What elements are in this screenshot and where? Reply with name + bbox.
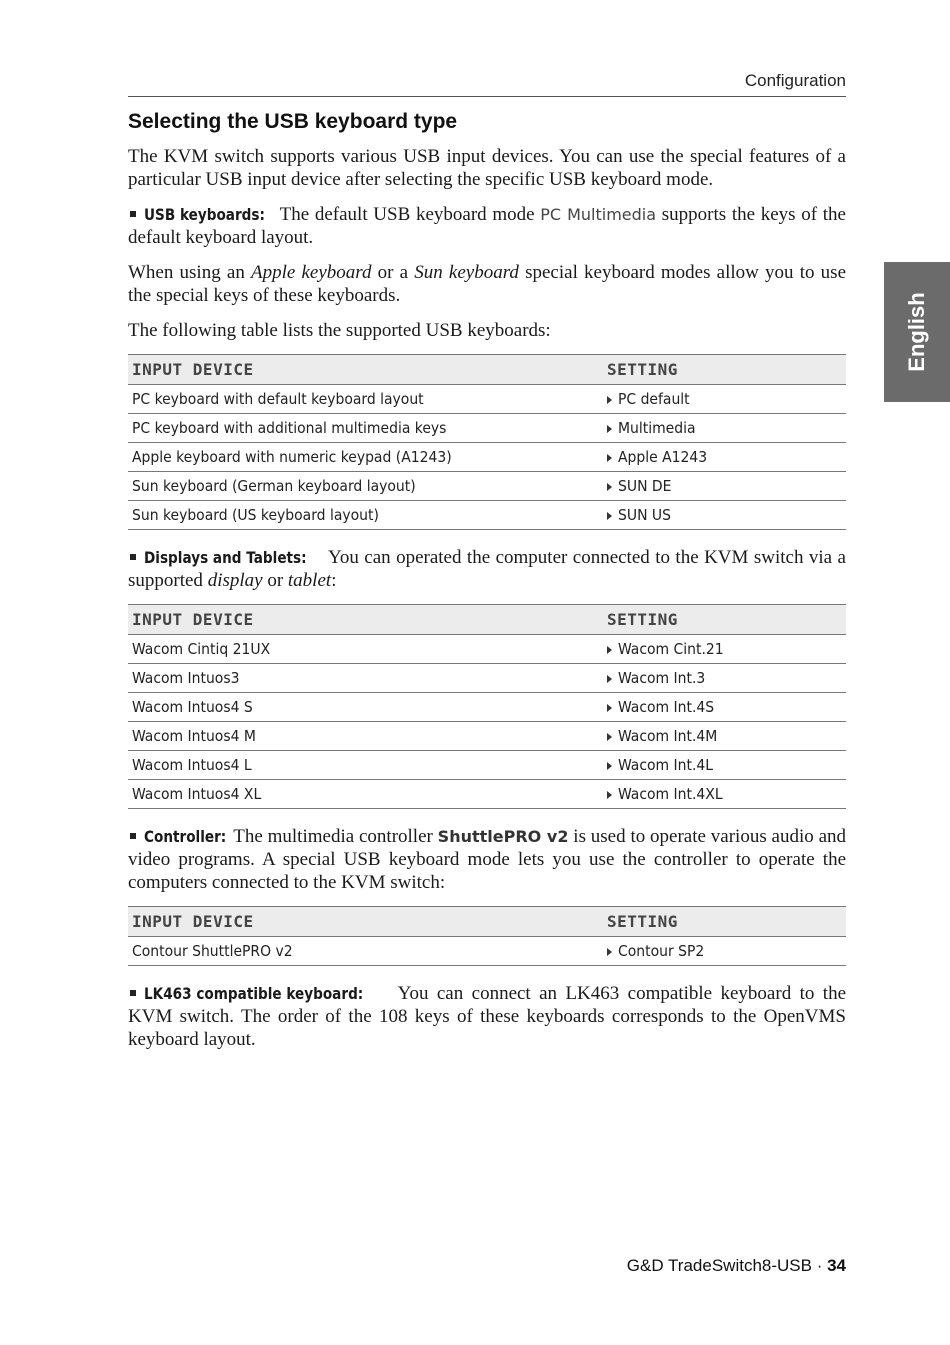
controller-text-1: The multimedia controller bbox=[228, 826, 438, 847]
header-rule bbox=[128, 96, 846, 97]
table-row bbox=[128, 501, 846, 530]
setting-cell bbox=[603, 414, 846, 443]
column-header-input-device: INPUT DEVICE bbox=[128, 907, 603, 937]
table-row bbox=[128, 722, 846, 751]
usb-keyboards-mode: PC Multimedia bbox=[540, 205, 657, 224]
setting-value: Wacom Int.4S bbox=[618, 698, 715, 716]
setting-value: Wacom Int.4XL bbox=[618, 785, 723, 803]
setting-cell bbox=[603, 472, 846, 501]
lk463-term: LK463 compatible keyboard: bbox=[144, 984, 364, 1003]
table-header-row bbox=[128, 907, 846, 937]
column-header-input-device: INPUT DEVICE bbox=[128, 355, 603, 385]
table-row bbox=[128, 664, 846, 693]
page-number: 34 bbox=[827, 1256, 846, 1275]
column-header-setting: SETTING bbox=[603, 355, 846, 385]
table-row bbox=[128, 693, 846, 722]
usb-keyboards-paragraph bbox=[128, 203, 846, 249]
header-section-label: Configuration bbox=[744, 71, 846, 90]
device-cell: Contour ShuttlePRO v2 bbox=[128, 937, 603, 966]
column-header-input-device: INPUT DEVICE bbox=[128, 605, 603, 635]
setting-value: Wacom Cint.21 bbox=[618, 640, 724, 658]
arrow-right-icon bbox=[607, 948, 612, 956]
arrow-right-icon bbox=[607, 733, 612, 741]
page-title: Selecting the USB keyboard type bbox=[128, 110, 458, 133]
table-row bbox=[128, 751, 846, 780]
display-term: display bbox=[207, 570, 263, 591]
tablets-table bbox=[128, 604, 846, 809]
lk463-text: You can connect an LK463 compatible keyboard to the KVM switch. The order of the 108 keys of these keyboards corresponds to the OpenVMS keyboard layout. bbox=[128, 983, 846, 1050]
controller-table bbox=[128, 906, 846, 966]
arrow-right-icon bbox=[607, 762, 612, 770]
arrow-right-icon bbox=[607, 675, 612, 683]
bullet-icon bbox=[130, 211, 136, 217]
arrow-right-icon bbox=[607, 704, 612, 712]
sun-keyboard-term: Sun keyboard bbox=[414, 262, 519, 283]
setting-cell bbox=[603, 635, 846, 664]
setting-value: SUN DE bbox=[618, 477, 672, 495]
arrow-right-icon bbox=[607, 454, 612, 462]
displays-text-2: or bbox=[262, 570, 288, 591]
table-row bbox=[128, 472, 846, 501]
apple-sun-paragraph bbox=[128, 261, 846, 307]
device-cell: Wacom Intuos4 L bbox=[128, 751, 603, 780]
table-row bbox=[128, 937, 846, 966]
setting-value: Multimedia bbox=[618, 419, 696, 437]
device-cell: Wacom Intuos3 bbox=[128, 664, 603, 693]
displays-term: Displays and Tablets: bbox=[144, 548, 307, 567]
setting-value: Wacom Int.3 bbox=[618, 669, 706, 687]
setting-value: Wacom Int.4L bbox=[618, 756, 714, 774]
table-row bbox=[128, 635, 846, 664]
setting-cell bbox=[603, 385, 846, 414]
apple-sun-text-2: or a bbox=[371, 262, 415, 283]
table-row bbox=[128, 443, 846, 472]
controller-text-2: is used to operate various audio and video programs. A special USB keyboard mode lets you use the controller to operate the computers connected to the KVM switch: bbox=[128, 826, 847, 893]
column-header-setting: SETTING bbox=[603, 907, 846, 937]
setting-cell bbox=[603, 780, 846, 809]
arrow-right-icon bbox=[607, 483, 612, 491]
apple-keyboard-term: Apple keyboard bbox=[251, 262, 372, 283]
table-header-row bbox=[128, 605, 846, 635]
setting-cell bbox=[603, 722, 846, 751]
usb-keyboards-term: USB keyboards: bbox=[144, 205, 265, 224]
device-cell: Apple keyboard with numeric keypad (A1243) bbox=[128, 443, 603, 472]
page-content bbox=[128, 108, 846, 1063]
bullet-icon bbox=[130, 554, 136, 560]
page-footer bbox=[128, 1256, 846, 1276]
setting-value: SUN US bbox=[618, 506, 671, 524]
footer-product: G&D TradeSwitch8-USB · bbox=[626, 1256, 828, 1275]
displays-paragraph bbox=[128, 546, 846, 592]
table-header-row bbox=[128, 355, 846, 385]
language-tab[interactable] bbox=[884, 262, 950, 402]
controller-paragraph bbox=[128, 825, 846, 894]
setting-cell bbox=[603, 443, 846, 472]
arrow-right-icon bbox=[607, 791, 612, 799]
setting-cell bbox=[603, 501, 846, 530]
device-cell: Sun keyboard (US keyboard layout) bbox=[128, 501, 603, 530]
table-row bbox=[128, 385, 846, 414]
lk463-paragraph bbox=[128, 982, 846, 1051]
displays-text-1: You can operated the computer connected to the KVM switch via a supported bbox=[128, 547, 846, 591]
device-cell: Wacom Cintiq 21UX bbox=[128, 635, 603, 664]
apple-sun-text-3: special keyboard modes allow you to use the special keys of these keyboards. bbox=[128, 262, 847, 306]
arrow-right-icon bbox=[607, 512, 612, 520]
device-cell: Wacom Intuos4 M bbox=[128, 722, 603, 751]
controller-product: ShuttlePRO v2 bbox=[437, 827, 569, 846]
setting-value: Contour SP2 bbox=[618, 942, 705, 960]
setting-cell bbox=[603, 693, 846, 722]
arrow-right-icon bbox=[607, 396, 612, 404]
column-header-setting: SETTING bbox=[603, 605, 846, 635]
arrow-right-icon bbox=[607, 646, 612, 654]
usb-keyboards-text-after: supports the keys of the default keyboard layout. bbox=[128, 204, 846, 248]
device-cell: Sun keyboard (German keyboard layout) bbox=[128, 472, 603, 501]
device-cell: PC keyboard with default keyboard layout bbox=[128, 385, 603, 414]
keyboards-table bbox=[128, 354, 846, 530]
language-tab-label: English bbox=[904, 292, 929, 372]
setting-cell bbox=[603, 664, 846, 693]
arrow-right-icon bbox=[607, 425, 612, 433]
apple-sun-text-1: When using an bbox=[128, 262, 251, 283]
usb-keyboards-text-before: The default USB keyboard mode bbox=[274, 204, 541, 225]
setting-cell bbox=[603, 751, 846, 780]
bullet-icon bbox=[130, 990, 136, 996]
intro-paragraph: The KVM switch supports various USB input devices. You can use the special features of a particular USB input device after selecting the specific USB keyboard mode. bbox=[128, 146, 846, 190]
device-cell: Wacom Intuos4 XL bbox=[128, 780, 603, 809]
displays-text-3: : bbox=[331, 570, 337, 591]
device-cell: PC keyboard with additional multimedia keys bbox=[128, 414, 603, 443]
setting-value: PC default bbox=[618, 390, 690, 408]
table-intro-paragraph: The following table lists the supported USB keyboards: bbox=[128, 320, 551, 341]
table-row bbox=[128, 414, 846, 443]
controller-term: Controller: bbox=[144, 827, 227, 846]
setting-value: Wacom Int.4M bbox=[618, 727, 718, 745]
setting-value: Apple A1243 bbox=[618, 448, 708, 466]
bullet-icon bbox=[130, 833, 136, 839]
setting-cell bbox=[603, 937, 846, 966]
table-row bbox=[128, 780, 846, 809]
device-cell: Wacom Intuos4 S bbox=[128, 693, 603, 722]
tablet-term: tablet bbox=[287, 570, 332, 591]
